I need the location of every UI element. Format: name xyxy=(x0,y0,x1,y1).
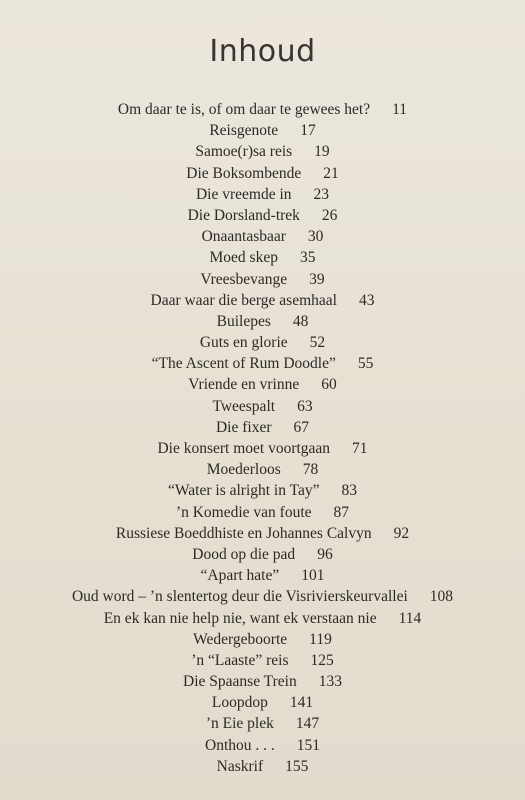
toc-entry xyxy=(0,163,525,184)
toc-entry xyxy=(0,608,525,629)
toc-entry-page-number: 17 xyxy=(300,122,316,140)
toc-entry-title: Reisgenote xyxy=(209,122,279,140)
toc-entry-page-number: 26 xyxy=(321,206,338,224)
toc-entry-title: Die Dorsland-trek xyxy=(187,206,300,224)
toc-entry-page-number: 125 xyxy=(310,651,334,669)
toc-entry-title: Oud word – ’n slentertog deur die Visrivierskeurvallei xyxy=(71,588,408,606)
toc-entry-title: ’n Eie plek xyxy=(205,715,274,733)
toc-entry-page-number: 133 xyxy=(318,673,342,691)
toc-entry-title: Die fixer xyxy=(215,418,272,436)
toc-entry-page-number: 114 xyxy=(398,609,422,627)
toc-entry-title: Moed skep xyxy=(209,249,278,267)
toc-entry xyxy=(0,417,525,438)
toc-entry xyxy=(0,396,525,417)
toc-entry xyxy=(0,544,525,565)
toc-entry-page-number: 71 xyxy=(352,440,368,457)
toc-entry-page-number: 21 xyxy=(323,164,339,182)
toc-entry xyxy=(0,99,525,120)
toc-entry xyxy=(0,735,525,756)
toc-entry-title: “The Ascent of Rum Doodle” xyxy=(151,355,336,373)
toc-entry xyxy=(0,184,525,205)
toc-entry-title: Vreesbevange xyxy=(200,270,288,288)
toc-entry xyxy=(0,459,525,480)
toc-entry-page-number: 23 xyxy=(313,185,330,203)
toc-entry-title: Naskrif xyxy=(216,757,264,775)
toc-entry xyxy=(0,247,525,268)
toc-entry-title: Daar waar die berge asemhaal xyxy=(150,291,337,309)
toc-entry xyxy=(0,692,525,713)
toc-entry-page-number: 63 xyxy=(297,397,313,415)
toc-entry xyxy=(0,353,525,374)
toc-entry xyxy=(0,141,525,162)
toc-entry-title: Om daar te is, of om daar te gewees het? xyxy=(117,101,371,118)
toc-entry-page-number: 147 xyxy=(295,715,320,733)
toc-entry-page-number: 108 xyxy=(429,588,454,606)
toc-entry-title: Die Spaanse Trein xyxy=(183,673,297,691)
toc-entry xyxy=(0,565,525,586)
toc-entry-title: Die vreemde in xyxy=(195,185,292,203)
toc-entry-title: Guts en glorie xyxy=(199,334,288,352)
toc-entry xyxy=(0,332,525,353)
toc-entry-page-number: 19 xyxy=(314,143,330,161)
toc-entry xyxy=(0,713,525,734)
toc-entry xyxy=(0,311,525,332)
toc-entry-page-number: 39 xyxy=(309,270,325,288)
page-title: Inhoud xyxy=(209,34,316,70)
toc-entry-title: En ek kan nie help nie, want ek verstaan nie xyxy=(103,609,377,627)
toc-entry xyxy=(0,269,525,290)
toc-entry xyxy=(0,290,525,311)
toc-entry-title: Samoe(r)sa reis xyxy=(195,143,293,161)
toc-entry-title: Onaantasbaar xyxy=(201,228,286,246)
toc-entry-page-number: 101 xyxy=(301,567,325,585)
toc-entry-page-number: 119 xyxy=(309,630,332,648)
toc-entry-title: Russiese Boeddhiste en Johannes Calvyn xyxy=(115,524,372,542)
toc-entry-title: “Water is alright in Tay” xyxy=(168,482,320,500)
toc-entry-title: Die konsert moet voortgaan xyxy=(157,440,331,457)
toc-entry-title: Wedergeboorte xyxy=(193,630,288,648)
toc-entry-title: “Apart hate” xyxy=(200,567,280,585)
toc-entry xyxy=(0,502,525,523)
toc-entry-page-number: 87 xyxy=(333,503,350,521)
toc-entry-page-number: 48 xyxy=(292,312,309,330)
toc-entry-title: Onthou . . . xyxy=(205,736,275,754)
toc-entry-title: Dood op die pad xyxy=(192,545,296,563)
toc-entry-page-number: 67 xyxy=(293,418,309,436)
toc-entry xyxy=(0,629,525,650)
toc-entry-page-number: 141 xyxy=(289,694,314,712)
toc-entry-page-number: 52 xyxy=(309,334,326,352)
toc-entry-title: Builepes xyxy=(216,312,271,330)
toc-entry xyxy=(0,438,525,459)
toc-entry-title: ’n “Laaste” reis xyxy=(191,651,289,669)
toc-entry xyxy=(0,120,525,141)
toc-entry xyxy=(0,374,525,395)
toc-entry-page-number: 155 xyxy=(285,757,309,775)
toc-entry xyxy=(0,205,525,226)
toc-entry xyxy=(0,586,525,607)
toc-entry-page-number: 78 xyxy=(302,461,319,479)
toc-entry xyxy=(0,650,525,671)
toc-entry-page-number: 55 xyxy=(357,355,374,373)
toc-entry xyxy=(0,671,525,692)
toc-entry xyxy=(0,480,525,501)
toc-entry-page-number: 60 xyxy=(321,376,337,394)
toc-entry-page-number: 11 xyxy=(392,101,408,118)
toc-entry xyxy=(0,226,525,247)
toc-entry-title: Die Boksombende xyxy=(186,164,302,182)
toc-entry xyxy=(0,756,525,777)
toc-entry-page-number: 43 xyxy=(358,291,375,309)
toc-entry-title: Loopdop xyxy=(211,694,268,712)
toc-entry-page-number: 96 xyxy=(317,545,333,563)
toc-entry-page-number: 92 xyxy=(393,524,410,542)
table-of-contents xyxy=(0,99,525,777)
toc-entry-page-number: 83 xyxy=(341,482,357,500)
toc-entry-page-number: 151 xyxy=(296,736,320,754)
toc-entry-title: ’n Komedie van foute xyxy=(175,503,312,521)
toc-entry-title: Tweespalt xyxy=(212,397,276,415)
toc-entry-title: Moederloos xyxy=(206,461,281,479)
toc-entry xyxy=(0,523,525,544)
toc-entry-page-number: 30 xyxy=(307,228,324,246)
toc-entry-page-number: 35 xyxy=(299,249,316,267)
toc-entry-title: Vriende en vrinne xyxy=(188,376,300,394)
